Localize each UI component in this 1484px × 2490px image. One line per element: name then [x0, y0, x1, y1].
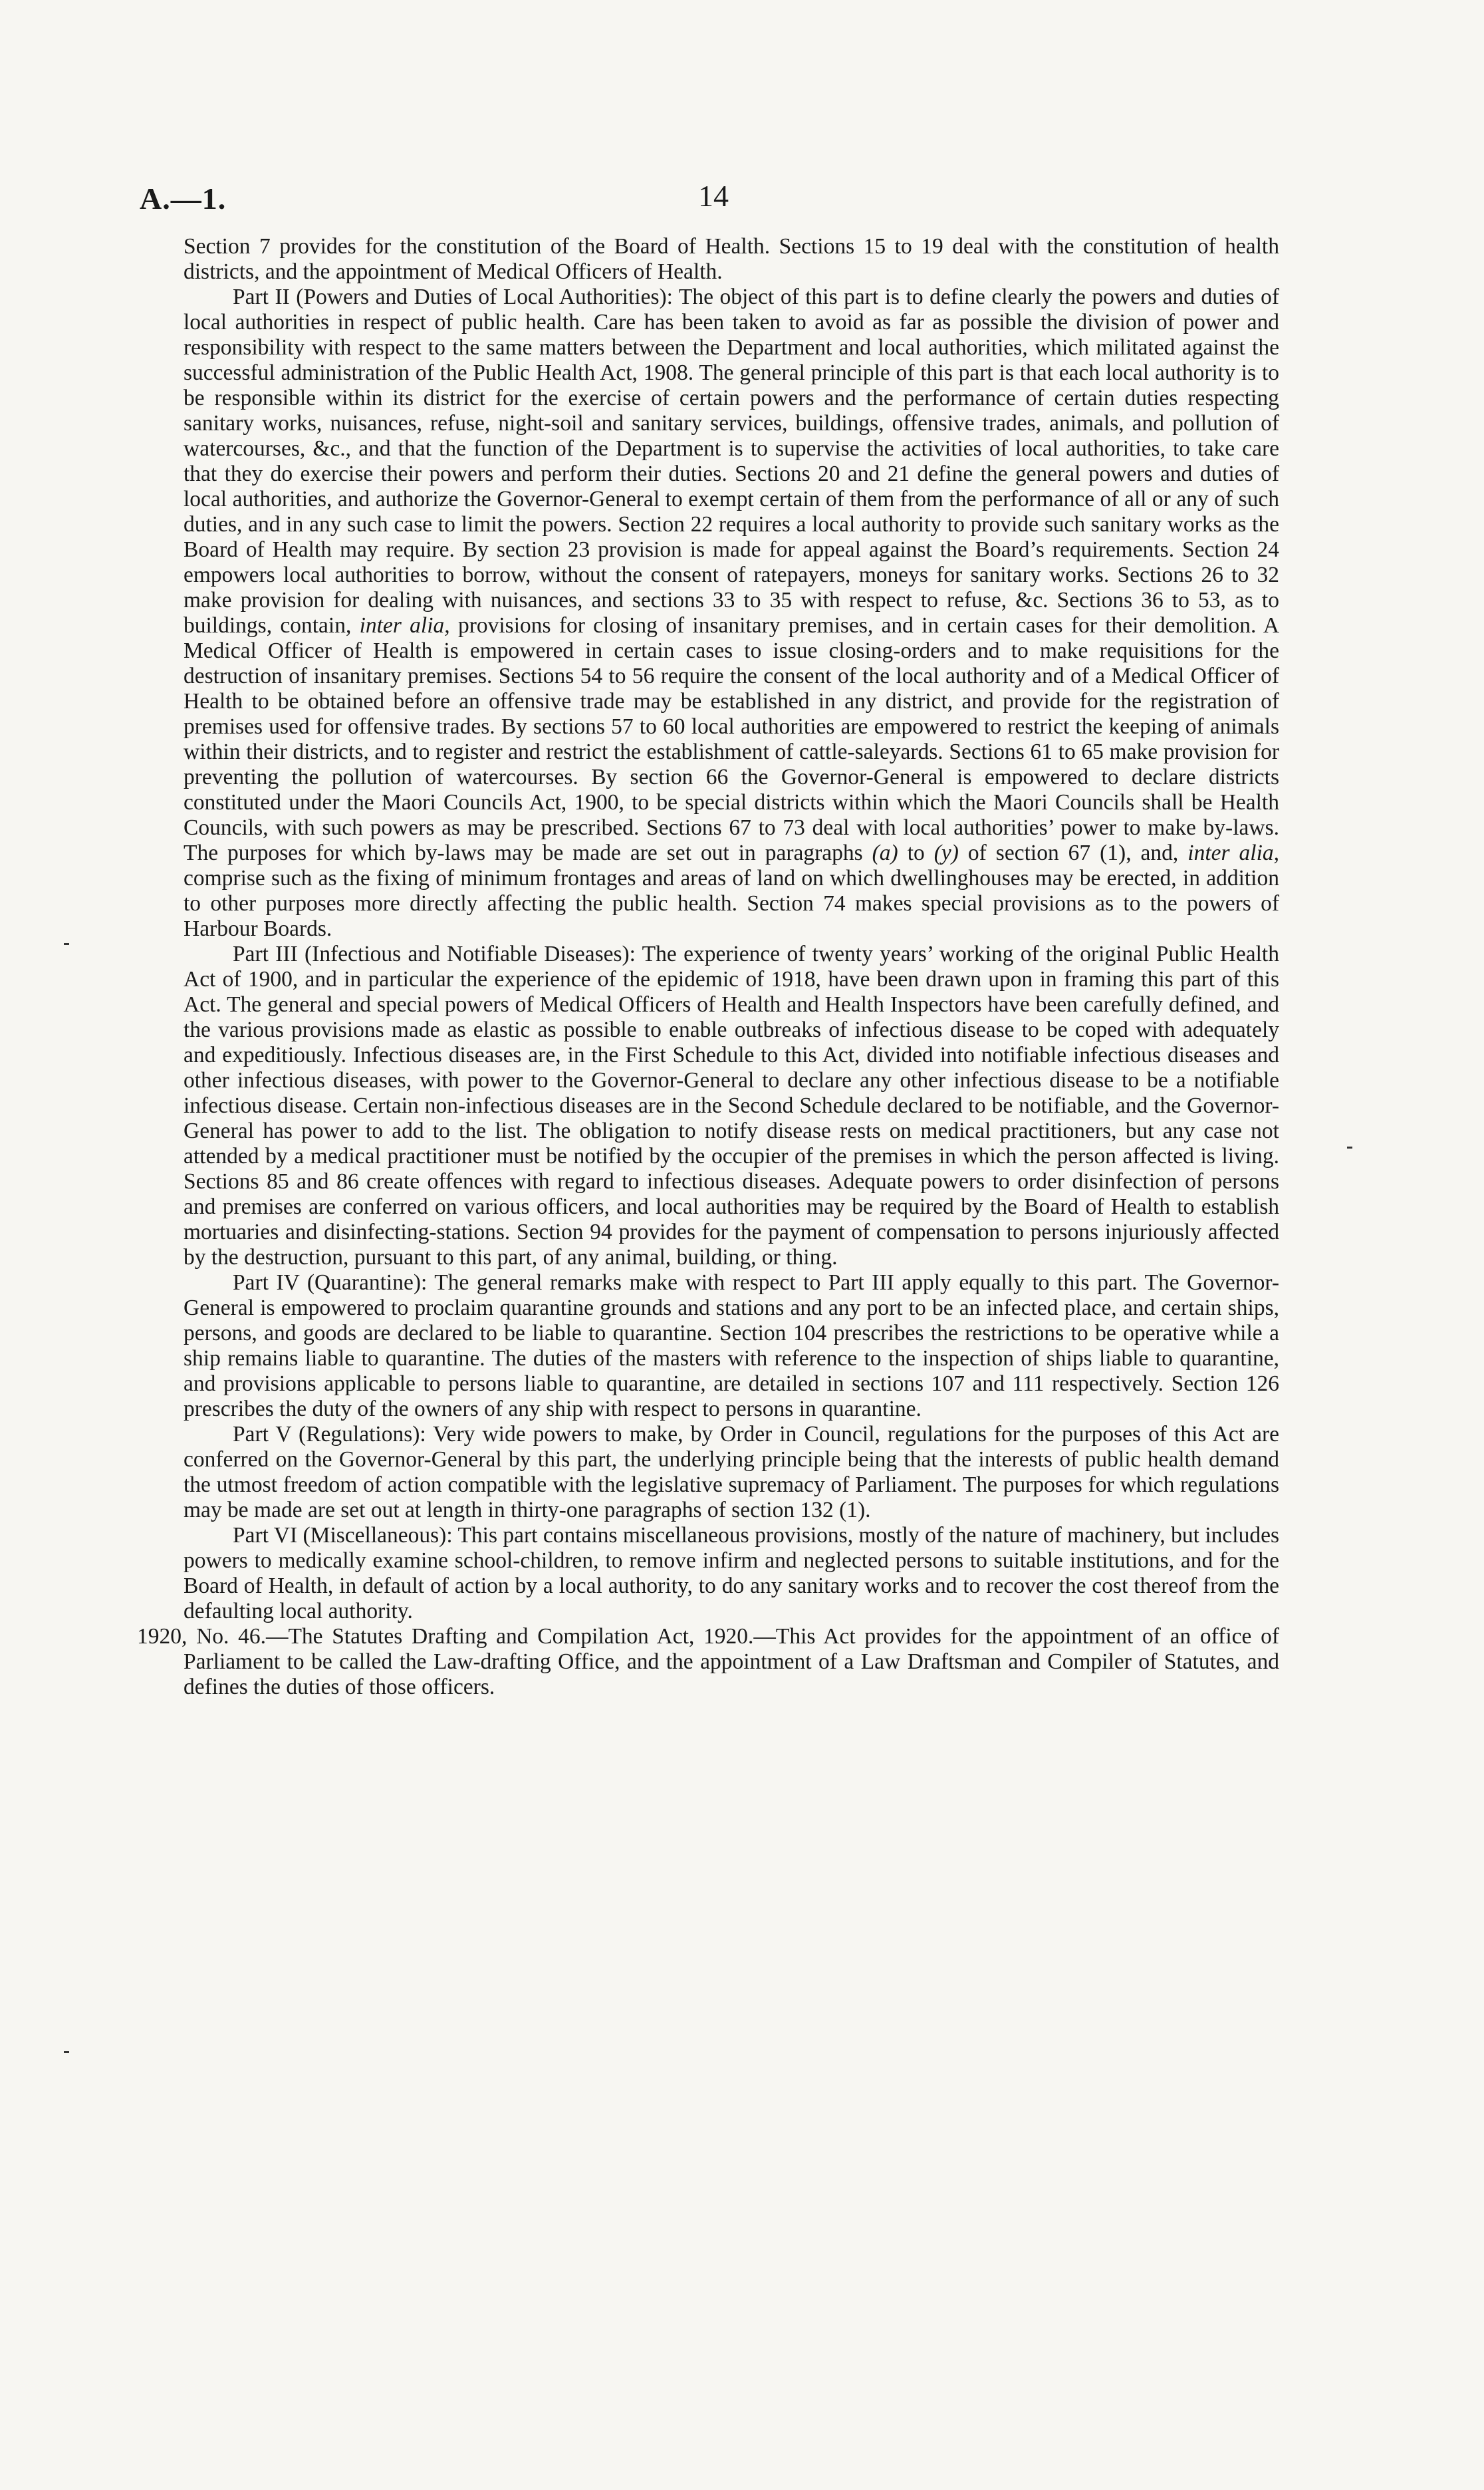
paragraph-part-ii: [184, 285, 1279, 942]
part-ii-text-2: provisions for closing of insanitary premises, and in certain cases for their demolition. A Medical Officer of Health is empowered in certain cases to issue closing-orders and to make requisitions for the destruction of insanitary premises. Sections 54 to 56 require the consent of the local authority and of a Medical Officer of Health to be obtained before an offensive trade may be established in any district, and provide for the registration of premises used for offensive trades. By sections 57 to 60 local authorities are empowered to restrict the keeping of animals within their districts, and to register and restrict the establishment of cattle-saleyards. Sections 61 to 65 make provision for preventing the pollution of watercourses. By section 66 the Governor-General is empowered to declare districts constituted under the Maori Councils Act, 1900, to be special districts within which the Maori Councils shall be Health Councils, with such powers as may be prescribed. Sections 67 to 73 deal with local authorities’ power to make by-laws. The purposes for which by-laws may be made are set out in paragraphs: [184, 613, 1280, 865]
part-ii-italic-inter-alia-1: inter alia,: [359, 613, 450, 638]
part-ii-text-1: Part II (Powers and Duties of Local Authorities): The object of this part is to define clearly the powers and duties of local authorities in respect of public health. Care has been taken to avoid as far as possible the division of power and responsibility with respect to the same matters between the Department and local authorities, which militated against the successful administration of the Public Health Act, 1908. The general principle of this part is that each local authority is to be responsible within its district for the exercise of certain powers and the performance of certain duties respecting sanitary works, nuisances, refuse, night-soil and sanitary services, buildings, offensive trades, animals, and pollution of watercourses, &c., and that the function of the Department is to supervise the activities of local authorities, to take care that they do exercise their powers and perform their duties. Sections 20 and 21 define the general powers and duties of local authorities, and authorize the Governor-General to exempt certain of them from the performance of all or any of such duties, and in any such case to limit the powers. Section 22 requires a local authority to provide such sanitary works as the Board of Health may require. By section 23 provision is made for appeal against the Board’s requirements. Section 24 empowers local authorities to borrow, without the consent of ratepayers, moneys for sanitary works. Sections 26 to 32 make provision for dealing with nuisances, and sections 33 to 35 with respect to refuse, &c. Sections 36 to 53, as to buildings, contain,: [184, 285, 1279, 638]
paragraph-statutes-drafting-act: 1920, No. 46.—The Statutes Drafting and Compilation Act, 1920.—This Act provides for the appointment of an office of Parliament to be called the Law-drafting Office, and the appointment of a Law Draftsman and Compiler of Statutes, and defines the duties of those officers.: [137, 1624, 1279, 1699]
page-reference: A.—1.: [140, 182, 227, 215]
part-ii-text-3: to: [907, 841, 925, 865]
document-body: [137, 234, 1280, 1700]
part-ii-italic-y: (y): [933, 841, 959, 865]
paragraph-part-v: Part V (Regulations): Very wide powers to make, by Order in Council, regulations for the purposes of this Act are conferred on the Governor-General by this part, the underlying principle being that the interests of public health demand the utmost freedom of action compatible with the legislative supremacy of Parliament. The purposes for which regulations may be made are set out at length in thirty-one paragraphs of section 132 (1).: [184, 1422, 1279, 1522]
part-ii-italic-inter-alia-2: inter alia,: [1187, 841, 1280, 865]
margin-mark: [64, 943, 69, 945]
part-ii-text-4: of section 67 (1), and,: [967, 841, 1179, 865]
paragraph-board-of-health: Section 7 provides for the constitution of the Board of Health. Sections 15 to 19 deal with the constitution of health districts, and the appointment of Medical Officers of Health.: [184, 234, 1279, 284]
paragraph-part-iii: Part III (Infectious and Notifiable Diseases): The experience of twenty years’ working of the original Public Health Act of 1900, and in particular the experience of the epidemic of 1918, have been drawn upon in framing this part of this Act. The general and special powers of Medical Officers of Health and Health Inspectors have been carefully defined, and the various provisions made as elastic as possible to enable outbreaks of infectious disease to be coped with adequately and expeditiously. Infectious diseases are, in the First Schedule to this Act, divided into notifiable infectious diseases and other infectious diseases, with power to the Governor-General to declare any other infectious disease to be a notifiable infectious disease. Certain non-infectious diseases are in the Second Schedule declared to be notifiable, and the Governor-General has power to add to the list. The obligation to notify disease rests on medical practitioners, but any case not attended by a medical practitioner must be notified by the occupier of the premises in which the person affected is living. Sections 85 and 86 create offences with regard to infectious diseases. Adequate powers to order disinfection of persons and premises are conferred on various officers, and local authorities may be required by the Board of Health to establish mortuaries and disinfecting-stations. Section 94 provides for the payment of compensation to persons injuriously affected by the destruction, pursuant to this part, of any animal, building, or thing.: [184, 942, 1279, 1270]
page-number: 14: [698, 179, 729, 213]
paragraph-part-vi: Part VI (Miscellaneous): This part contains miscellaneous provisions, mostly of the nature of machinery, but includes powers to medically examine school-children, to remove infirm and neglected persons to suitable institutions, and for the Board of Health, in default of action by a local authority, to do any sanitary works and to recover the cost thereof from the defaulting local authority.: [184, 1523, 1279, 1623]
margin-mark: [1347, 1147, 1352, 1149]
paragraph-part-iv: Part IV (Quarantine): The general remarks make with respect to Part III apply equally to this part. The Governor-General is empowered to proclaim quarantine grounds and stations and any port to be an infected place, and certain ships, persons, and goods are declared to be liable to quarantine. Section 104 prescribes the restrictions to be operative while a ship remains liable to quarantine. The duties of the masters with reference to the inspection of ships liable to quarantine, and provisions applicable to persons liable to quarantine, are detailed in sections 107 and 111 respectively. Section 126 prescribes the duty of the owners of any ship with respect to persons in quarantine.: [184, 1270, 1279, 1421]
part-ii-text-5: comprise such as the fixing of minimum frontages and areas of land on which dwellinghouses may be erected, in addition to other purposes more directly affecting the public health. Section 74 makes special provisions as to the powers of Harbour Boards.: [184, 866, 1279, 941]
part-ii-italic-a: (a): [872, 841, 898, 865]
margin-mark: [64, 2051, 69, 2053]
